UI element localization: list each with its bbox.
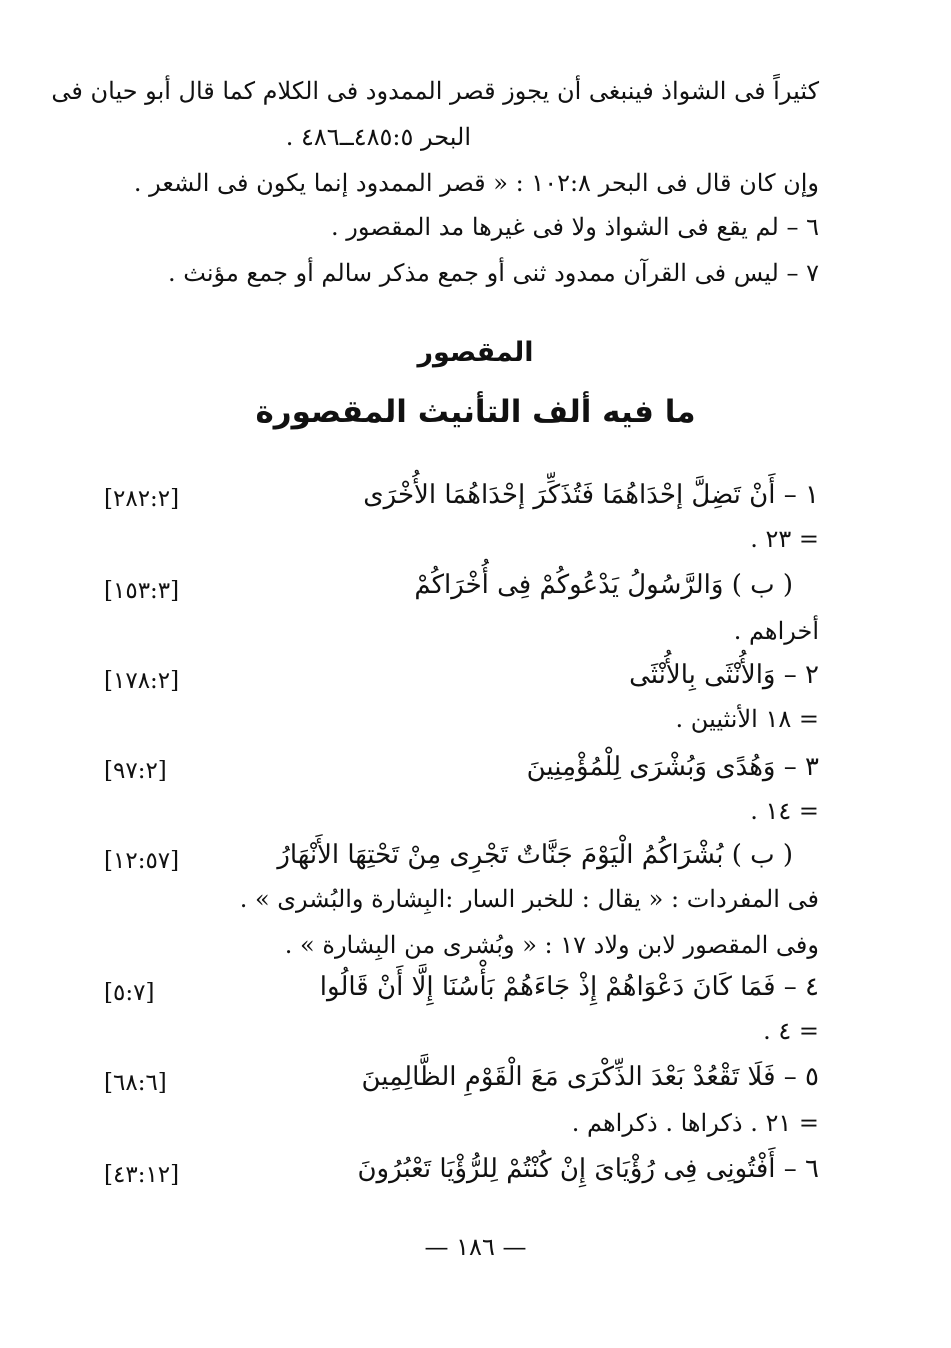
entry-verse-4: ٤ – فَمَا كَانَ دَعْوَاهُمْ إِذْ جَاءَهُمْ بَأْسُنَا إِلَّا أَنْ قَالُوا xyxy=(319,972,819,1002)
intro-line-5: ٧ – ليس فى القرآن ممدود ثنى أو جمع مذكر سالم أو جمع مؤنث . xyxy=(168,259,819,287)
entry-verse-3b: ( ب ) بُشْرَاكُمُ الْيَوْمَ جَنَّاتٌ تَجْرِى مِنْ تَحْتِهَا الأَنْهَارُ xyxy=(277,840,793,870)
entry-verse-2: ٢ – وَالأُنْثَى بِالأُنْثَى xyxy=(629,660,819,690)
entry-note: أخراهم . xyxy=(733,617,819,645)
intro-line-1: كثيراً فى الشواذ فينبغى أن يجوز قصر الممدود فى الكلام كما قال أبو حيان فى xyxy=(51,77,819,105)
page-number: — ١٨٦ — xyxy=(424,1233,527,1261)
entry-reference-6: [٤٣:١٢] xyxy=(104,1162,180,1188)
entry-reference-3b: [١٢:٥٧] xyxy=(104,848,180,874)
entry-commentary: فى المفردات : « يقال : للخبر السار :البِشارة والبُشرى » . xyxy=(239,885,819,913)
entry-reference-4: [٥:٧] xyxy=(104,980,155,1006)
intro-line-3: وإن كان قال فى البحر ١٠٢:٨ : « قصر الممدود إنما يكون فى الشعر . xyxy=(133,169,819,197)
entry-note: = ٢١ . ذكراها . ذكراهم . xyxy=(571,1109,819,1137)
entry-reference-1b: [١٥٣:٣] xyxy=(104,578,180,604)
entry-note: = ٢٣ . xyxy=(750,525,819,553)
entry-verse-6: ٦ – أَفْتُونِى فِى رُؤْيَاىَ إِنْ كُنْتُمْ لِلرُّؤْيَا تَعْبُرُونَ xyxy=(357,1154,819,1184)
entry-note: = ٤ . xyxy=(763,1017,819,1045)
entry-reference-2: [١٧٨:٢] xyxy=(104,668,180,694)
entry-note: = ١٨ الأنثيين . xyxy=(675,705,819,733)
intro-line-4: ٦ – لم يقع فى الشواذ ولا فى غيرها مد المقصور . xyxy=(331,213,819,241)
entry-reference-1: [٢٨٢:٢] xyxy=(104,486,180,512)
section-subheading: ما فيه ألف التأنيث المقصورة xyxy=(255,394,696,430)
entry-note: = ١٤ . xyxy=(750,797,819,825)
entry-verse-1b: ( ب ) وَالرَّسُولُ يَدْعُوكُمْ فِى أُخْرَاكُمْ xyxy=(414,570,793,600)
entry-verse-5: ٥ – فَلَا تَقْعُدْ بَعْدَ الذِّكْرَى مَعَ الْقَوْمِ الظَّالِمِينَ xyxy=(361,1062,819,1092)
entry-reference-3: [٩٧:٢] xyxy=(104,758,167,784)
entry-commentary: وفى المقصور لابن ولاد ١٧ : « وبُشرى من البِشارة » . xyxy=(284,931,819,959)
entry-verse-3: ٣ – وَهُدًى وَبُشْرَى لِلْمُؤْمِنِينَ xyxy=(526,752,819,782)
entry-reference-5: [٦٨:٦] xyxy=(104,1070,167,1096)
entry-verse-1: ١ – أَنْ تَضِلَّ إحْدَاهُمَا فَتُذَكِّرَ إحْدَاهُمَا الأُخْرَى xyxy=(363,480,819,510)
intro-line-2: البحر ٤٨٥:٥ــ٤٨٦ . xyxy=(285,123,471,151)
section-heading: المقصور xyxy=(417,337,534,368)
